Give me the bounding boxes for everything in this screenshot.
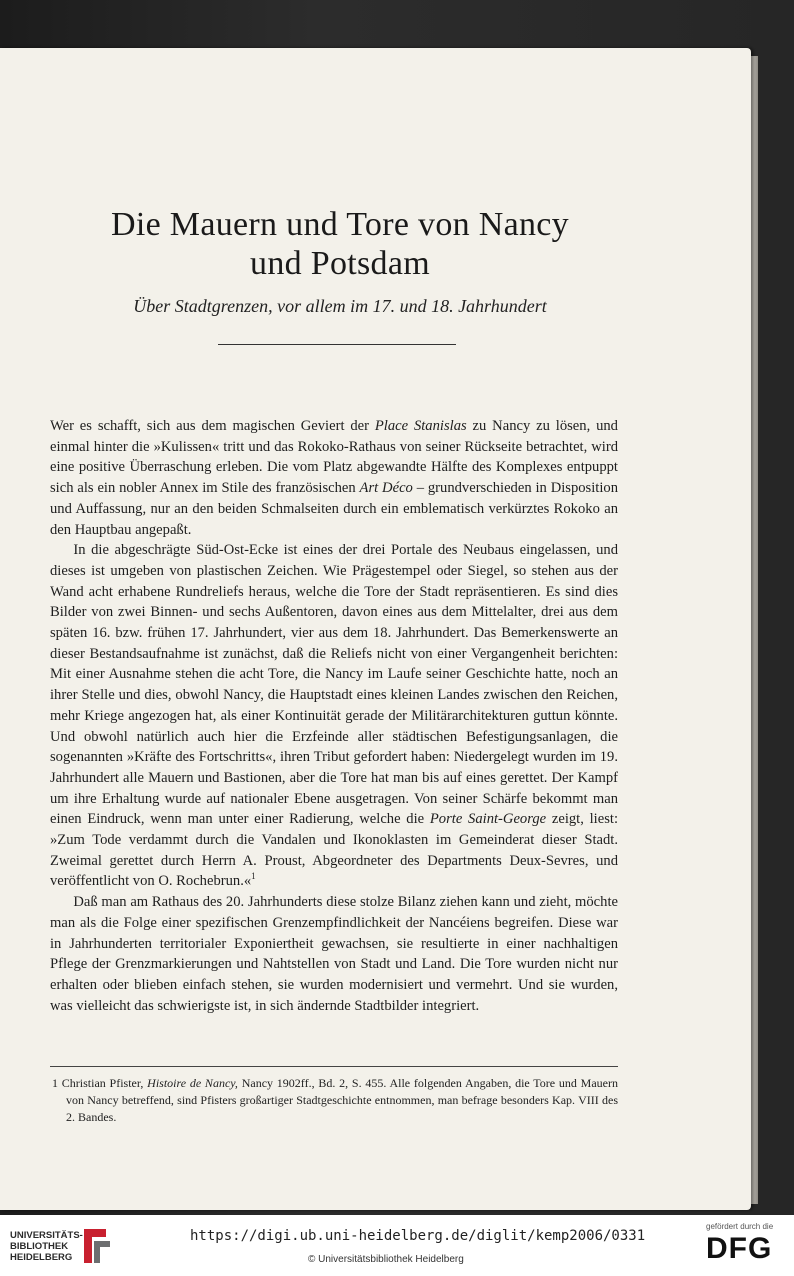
footnotes (50, 1066, 618, 1126)
footnote-ref: 1 (251, 871, 256, 882)
italic-text: Histoire de Nancy, (147, 1076, 238, 1090)
viewer-footer (0, 1215, 794, 1276)
title-rule (218, 344, 456, 345)
text-run: zu Nancy zu lösen, und einmal hinter die »Kulissen« tritt und das Rokoko-Rathaus von seiner Rückseite betrachtet, wird eine positive Überraschung erleben. Die vom Platz abgewandte Hälfte des Komplexes entpuppt sich als ein nobler Annex im Stile des französischen (50, 418, 618, 497)
library-logo-mark (80, 1227, 112, 1265)
chapter-title-line-2: und Potsdam (250, 245, 430, 282)
italic-text: Porte Saint-George (429, 811, 547, 828)
paragraph-2 (50, 540, 618, 892)
text-run: Daß man am Rathaus des 20. Jahrhunderts diese stolze Bilanz ziehen kann und zieht, möchte man als die Folge einer spezifischen Grenzempfindlichkeit der Nancéiens begreifen. Diese war in Jahrhunderten territorialer Exponiertheit gewachsen, sie resultierte in einer nachhaltigen Pflege der Grenzmarkierungen und Nahtstellen von Stadt und Land. Die Tore wurden nicht nur erhalten oder blieben einfach stehen, sie wurden modernisiert und vermehrt. Und sie wurden, was vielleicht das schwierigste ist, in sich ändernde Stadtbilder integriert. (50, 894, 618, 1014)
copyright-notice: © Universitätsbibliothek Heidelberg (308, 1254, 464, 1265)
funding-note: gefördert durch die (706, 1222, 774, 1231)
dfg-logo: DFG (706, 1232, 773, 1265)
text-run: – grundverschieden in Disposition und Auffassung, nur an den beiden Schmalseiten durch ein emblematisch verkürztes Rokoko an den Hauptbau angepaßt. (50, 480, 618, 538)
text-run: zeigt, liest: »Zum Tode verdammt durch die Vandalen und Ikonoklasten im Gemeinderat dieser Stadt. Zweimal gerettet durch Herrn A. Proust, Abgeordneter des Departments Deux-Sevres, und veröffentlicht von O. Rochebrun.« (50, 811, 619, 890)
text-run: 1 Christian Pfister, (52, 1076, 148, 1090)
text-run: In die abgeschrägte Süd-Ost-Ecke ist eines der drei Portale des Neubaus eingelassen, und dieses ist umgeben von plastischen Zeichen. Wie Prägestempel oder Siegel, so stehen aus der Wand acht erhabene Rundreliefs heraus, welche die Tore der Stadt repräsentieren. Es sind dies Bilder von zwei Binnen- und sechs Außentoren, davon eines aus dem Mittelalter, drei aus dem späten 16. bzw. frühen 17. Jahrhundert, vier aus dem 18. Jahrhundert. Das Bemerkenswerte an dieser Bestandsaufnahme ist zunächst, daß die Reliefs nicht von einer Vergangenheit berichten: Mit einer Ausnahme stehen die acht Tore, die Nancy im Laufe seiner Geschichte hatte, noch an ihrer Stelle und dies, obwohl Nancy, die Hauptstadt eines kleinen Landes zwischen den Reichen, mehr Kriege angezogen hat, als einer Kontinuität gerade der Militärarchitekturen guttun könnte. Und obwohl natürlich auch hier die Erzfeinde aller städtischen Befestigungsanlagen, die sogenannten »Kräfte des Fortschritts«, ihren Tribut gefordert haben: Niedergelegt wurden im 19. Jahrhundert alle Mauern und Bastionen, aber die Tore hat man bis auf eines gerettet. Der Kampf um ihre Erhaltung wurde auf nationaler Ebene ausgetragen. Von seiner Schärfe bekommt man einen Eindruck, wenn man unter einer Radierung, welche die (50, 542, 618, 828)
italic-text: Place Stanislas (374, 418, 467, 434)
footnote-1 (50, 1075, 618, 1126)
text-run: Wer es schafft, sich aus dem magischen Geviert der (50, 418, 375, 434)
chapter-subtitle: Über Stadtgrenzen, vor allem im 17. und 18. Jahrhundert (133, 296, 547, 316)
chapter-title-line-1: Die Mauern und Tore von Nancy (111, 206, 569, 243)
italic-text: Art Déco (359, 480, 413, 497)
body-text (50, 416, 618, 1016)
page-edge (751, 56, 758, 1204)
text-run: Nancy 1902ff., Bd. 2, S. 455. Alle folgenden Angaben, die Tore und Mauern von Nancy betreffend, sind Pfisters großartiger Stadtgeschichte entnommen, man befrage besonders Kap. VIII des 2. Bandes. (66, 1076, 618, 1124)
permalink[interactable]: https://digi.ub.uni-heidelberg.de/diglit/kemp2006/0331 (190, 1228, 646, 1244)
library-logo-text: UNIVERSITÄTS- BIBLIOTHEK HEIDELBERG (10, 1230, 83, 1263)
paragraph-1 (50, 416, 618, 540)
ub-gray-shape (94, 1241, 110, 1263)
paragraph-3 (50, 892, 618, 1016)
book-page (0, 48, 751, 1210)
